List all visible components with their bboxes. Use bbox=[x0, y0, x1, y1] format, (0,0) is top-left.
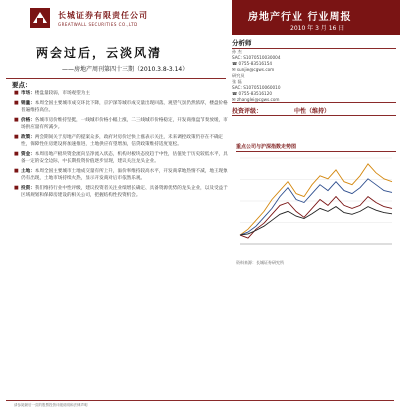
rating-label: 投资评级： bbox=[232, 108, 263, 115]
bullet-head: 资金： bbox=[21, 152, 35, 157]
report-date: 2010 年 3 月 16 日 bbox=[290, 25, 345, 32]
chart-source: 资料来源：长城证券研究所 bbox=[236, 260, 284, 265]
report-category: 房地产行业 行业周报 bbox=[248, 12, 352, 23]
bullet-text: 本周房地产板块资金流向呈净流入状态，机构对板块态度趋于中性，估值处于历史较低水平，具备一定的安全边际，中长期投资价值逐步显现，建议关注龙头企业。 bbox=[21, 152, 228, 164]
report-header bbox=[0, 0, 400, 35]
bullet-text: 我们维持行业中性评级，建议投资者关注业绩增长确定、具备资源优势的龙头企业，以及受益于区域规划和保障房建设的相关公司，把握结构性投资机会。 bbox=[21, 186, 228, 198]
bullet-icon: ■ bbox=[14, 134, 19, 140]
key-points-list bbox=[14, 90, 229, 202]
bullet-head: 价格： bbox=[21, 118, 35, 123]
bullet-icon: ■ bbox=[14, 151, 19, 157]
analyst-heading: 分析师 bbox=[232, 38, 396, 49]
series-line-3 bbox=[240, 207, 392, 236]
series-line-2 bbox=[240, 197, 392, 239]
bullet-icon: ■ bbox=[14, 168, 19, 174]
rating-value: 中性（维持） bbox=[294, 108, 331, 115]
company-name-en: GREATWALL SECURITIES CO.,LTD bbox=[58, 22, 138, 27]
key-points-label: 要点： bbox=[12, 81, 32, 89]
analyst-panel bbox=[232, 38, 396, 103]
list-item bbox=[14, 100, 229, 114]
analyst-line: 研究员 bbox=[232, 73, 245, 78]
bullet-text: 本周全国主要城市成交环比下降，京沪深等城市成交量出现回落，观望气氛仍然浓厚，楼盘价格普遍维持高位。 bbox=[21, 101, 228, 113]
bullet-head: 政策： bbox=[21, 135, 35, 140]
bullet-icon: ■ bbox=[14, 185, 19, 191]
analyst-line: SAC: S1070510030004 bbox=[232, 55, 281, 60]
rating-bar bbox=[232, 102, 396, 116]
bullet-icon: ■ bbox=[14, 100, 19, 106]
list-item bbox=[14, 185, 229, 199]
list-item bbox=[14, 90, 229, 97]
chart-title: 重点公司与沪深指数走势图 bbox=[236, 143, 396, 152]
title-divider bbox=[6, 78, 226, 79]
analyst-line[interactable]: ✉ sunjie@cgws.com bbox=[232, 67, 275, 72]
list-item bbox=[14, 151, 229, 165]
bullet-icon: ■ bbox=[14, 117, 19, 123]
analyst-line: 张 磊 bbox=[232, 79, 242, 84]
list-item bbox=[14, 117, 229, 131]
analyst-line: 孙 杰 bbox=[232, 49, 242, 54]
bullet-head: 销量： bbox=[21, 101, 35, 106]
bullet-head: 市场： bbox=[21, 91, 35, 96]
footer-divider bbox=[6, 400, 394, 401]
analyst-line: SAC: S1070510060010 bbox=[232, 85, 281, 90]
bullet-head: 土地： bbox=[21, 169, 35, 174]
bullet-text: 楼盘量较弱，市场观望为主 bbox=[34, 91, 90, 96]
bullet-text: 各城市房价维持坚挺，一线城市价格小幅上涨，二三线城市价格稳定，开发商推盘节奏放缓，市场供应量有所减少。 bbox=[21, 118, 228, 130]
company-name-cn: 长城证券有限责任公司 bbox=[58, 11, 148, 20]
list-item bbox=[14, 168, 229, 182]
list-item bbox=[14, 134, 229, 148]
report-title: 两会过后，云淡风清 bbox=[36, 46, 163, 60]
analyst-line: ☎ 0755-83516120 bbox=[232, 91, 273, 96]
company-logo bbox=[30, 8, 50, 28]
bullet-head: 投资： bbox=[21, 186, 35, 191]
bullet-icon: ■ bbox=[14, 90, 19, 96]
footer-disclaimer: 请参阅最后一页的股票投资评级说明和法律声明 bbox=[14, 403, 88, 407]
analyst-line[interactable]: ✉ zhanglei@cgws.com bbox=[232, 97, 280, 102]
stock-chart bbox=[236, 152, 396, 252]
bullet-text: 两会期间关于房地产的提案众多，政府对房价过快上涨表示关注，未来调控政策仍存在不确定性，保障性住房建设将加速推进，土地供应有望增加，信贷政策维持适度宽松。 bbox=[21, 135, 224, 147]
report-subtitle: ——房地产周刊第四十三期（2010.3.8-3.14） bbox=[62, 66, 189, 73]
analyst-line: ☎ 0755-83516154 bbox=[232, 61, 273, 66]
bullet-text: 本周全国主要城市土地成交量有所上升，溢价率维持较高水平，开发商拿地热情不减，地王现象仍有出现，土地市场持续火热，显示开发商对后市依然乐观。 bbox=[21, 169, 228, 181]
